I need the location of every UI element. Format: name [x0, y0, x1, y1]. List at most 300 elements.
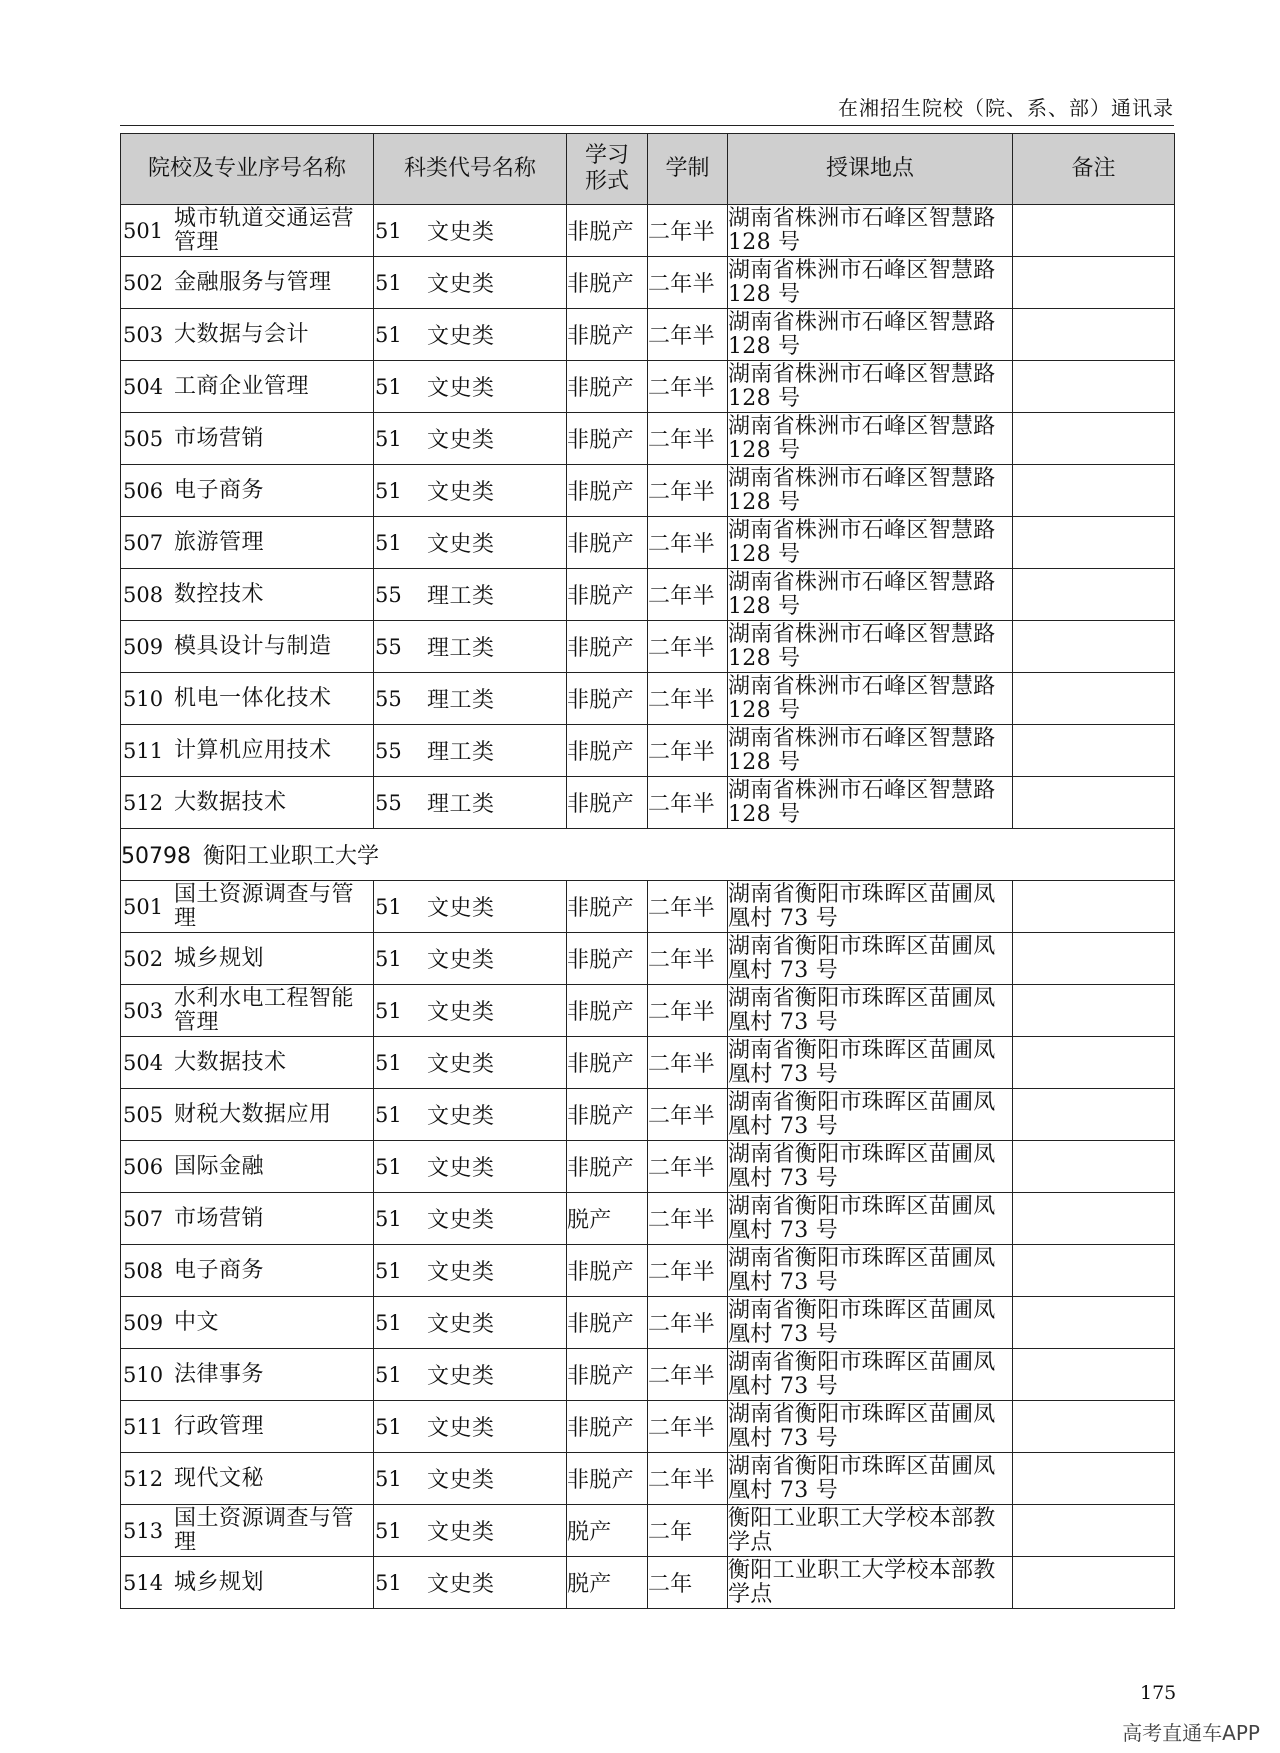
- major-seq: 507: [123, 530, 164, 555]
- duration: 二年半: [648, 673, 728, 725]
- major-cell: [121, 309, 374, 361]
- table-row: [121, 257, 1175, 309]
- major-name: 金融服务与管理: [174, 269, 332, 295]
- study-mode: 非脱产: [567, 517, 648, 569]
- remarks: [1013, 985, 1175, 1037]
- major-name: 大数据与会计: [174, 321, 310, 347]
- location: 湖南省株洲市石峰区智慧路128 号: [728, 465, 1013, 517]
- duration: 二年半: [648, 1037, 728, 1089]
- major-seq: 502: [123, 946, 164, 971]
- category-cell-content: [374, 1411, 566, 1442]
- duration: 二年半: [648, 621, 728, 673]
- duration: 二年半: [648, 205, 728, 257]
- category-cell: [374, 933, 567, 985]
- study-mode: 非脱产: [567, 621, 648, 673]
- duration: 二年半: [648, 569, 728, 621]
- major-name: 城乡规划: [174, 1569, 265, 1595]
- major-seq: 505: [123, 1102, 164, 1127]
- major-name: 现代文秘: [174, 1465, 265, 1491]
- duration: 二年半: [648, 881, 728, 933]
- location: 湖南省株洲市石峰区智慧路128 号: [728, 205, 1013, 257]
- major-cell-content: [121, 1505, 373, 1556]
- major-cell-content: [121, 1089, 373, 1140]
- major-seq: 511: [123, 1414, 164, 1439]
- major-cell: [121, 205, 374, 257]
- study-mode: 非脱产: [567, 413, 648, 465]
- category-cell: [374, 777, 567, 829]
- category-cell-content: [374, 267, 566, 298]
- category-code: 55: [375, 738, 402, 763]
- category-name: 文史类: [427, 1260, 495, 1285]
- page-number: 175: [1140, 1682, 1177, 1704]
- category-name: 文史类: [427, 532, 495, 557]
- duration: 二年半: [648, 1141, 728, 1193]
- table-header-row: [121, 134, 1175, 205]
- category-cell: [374, 1089, 567, 1141]
- study-mode: 非脱产: [567, 673, 648, 725]
- major-seq: 503: [123, 322, 164, 347]
- remarks: [1013, 1297, 1175, 1349]
- watermark: 高考直通车APP: [1122, 1721, 1260, 1745]
- table-row: [121, 1037, 1175, 1089]
- table-row: [121, 985, 1175, 1037]
- remarks: [1013, 257, 1175, 309]
- table-row: [121, 1089, 1175, 1141]
- major-cell: [121, 361, 374, 413]
- header-duration: 学制: [648, 134, 728, 205]
- table-row: [121, 1453, 1175, 1505]
- duration: 二年半: [648, 361, 728, 413]
- table-row: [121, 361, 1175, 413]
- major-seq: 506: [123, 1154, 164, 1179]
- major-seq: 501: [123, 218, 164, 243]
- category-name: 文史类: [427, 428, 495, 453]
- duration: 二年半: [648, 933, 728, 985]
- category-cell: [374, 1557, 567, 1609]
- category-cell-content: [374, 787, 566, 818]
- major-cell: [121, 673, 374, 725]
- remarks: [1013, 933, 1175, 985]
- category-name: 文史类: [427, 1520, 495, 1545]
- major-cell-content: [121, 777, 373, 828]
- major-name: 国土资源调查与管理: [174, 881, 355, 931]
- category-cell: [374, 413, 567, 465]
- study-mode: 非脱产: [567, 205, 648, 257]
- major-seq: 510: [123, 686, 164, 711]
- category-cell-content: [374, 683, 566, 714]
- category-cell: [374, 1193, 567, 1245]
- header-category: 科类代号名称: [374, 134, 567, 205]
- category-cell: [374, 1297, 567, 1349]
- remarks: [1013, 1037, 1175, 1089]
- major-cell-content: [121, 1349, 373, 1400]
- category-cell-content: [374, 1359, 566, 1390]
- category-name: 文史类: [427, 272, 495, 297]
- location: 湖南省株洲市石峰区智慧路128 号: [728, 361, 1013, 413]
- major-seq: 512: [123, 1466, 164, 1491]
- header-remarks: 备注: [1013, 134, 1175, 205]
- location: 湖南省株洲市石峰区智慧路128 号: [728, 673, 1013, 725]
- major-cell-content: [121, 1141, 373, 1192]
- major-cell: [121, 1245, 374, 1297]
- location: 湖南省株洲市石峰区智慧路128 号: [728, 517, 1013, 569]
- location: 湖南省衡阳市珠晖区苗圃凤凰村 73 号: [728, 1141, 1013, 1193]
- duration: 二年半: [648, 1401, 728, 1453]
- table-row: [121, 413, 1175, 465]
- category-cell-content: [374, 1515, 566, 1546]
- location: 湖南省衡阳市珠晖区苗圃凤凰村 73 号: [728, 1089, 1013, 1141]
- major-name: 大数据技术: [174, 1049, 287, 1075]
- category-cell-content: [374, 995, 566, 1026]
- major-cell: [121, 933, 374, 985]
- category-code: 51: [375, 998, 402, 1023]
- duration: 二年半: [648, 257, 728, 309]
- major-name: 法律事务: [174, 1361, 265, 1387]
- table-row: [121, 881, 1175, 933]
- major-cell-content: [121, 309, 373, 360]
- category-name: 文史类: [427, 1104, 495, 1129]
- major-name: 行政管理: [174, 1413, 265, 1439]
- major-cell: [121, 985, 374, 1037]
- remarks: [1013, 881, 1175, 933]
- remarks: [1013, 1349, 1175, 1401]
- major-cell: [121, 1297, 374, 1349]
- category-cell-content: [374, 423, 566, 454]
- remarks: [1013, 777, 1175, 829]
- category-code: 55: [375, 634, 402, 659]
- category-cell: [374, 621, 567, 673]
- major-cell-content: [121, 933, 373, 984]
- category-cell-content: [374, 943, 566, 974]
- study-mode: 非脱产: [567, 361, 648, 413]
- category-cell: [374, 517, 567, 569]
- major-cell-content: [121, 413, 373, 464]
- remarks: [1013, 1505, 1175, 1557]
- location: 湖南省株洲市石峰区智慧路128 号: [728, 777, 1013, 829]
- category-code: 51: [375, 894, 402, 919]
- major-cell: [121, 1141, 374, 1193]
- table-row: [121, 933, 1175, 985]
- major-seq: 508: [123, 1258, 164, 1283]
- major-name: 水利水电工程智能管理: [174, 985, 355, 1035]
- major-cell-content: [121, 1037, 373, 1088]
- study-mode: 非脱产: [567, 1089, 648, 1141]
- category-name: 文史类: [427, 1000, 495, 1025]
- duration: 二年半: [648, 1245, 728, 1297]
- major-cell-content: [121, 1557, 373, 1608]
- major-name: 城市轨道交通运营管理: [174, 205, 355, 255]
- major-name: 中文: [174, 1309, 220, 1335]
- category-cell: [374, 725, 567, 777]
- major-cell: [121, 1349, 374, 1401]
- major-cell-content: [121, 881, 373, 932]
- major-cell: [121, 1089, 374, 1141]
- major-seq: 509: [123, 1310, 164, 1335]
- major-seq: 506: [123, 478, 164, 503]
- study-mode: 脱产: [567, 1193, 648, 1245]
- study-mode: 非脱产: [567, 1401, 648, 1453]
- category-cell-content: [374, 475, 566, 506]
- location: 湖南省株洲市石峰区智慧路128 号: [728, 309, 1013, 361]
- category-cell: [374, 1349, 567, 1401]
- category-cell-content: [374, 371, 566, 402]
- study-mode: 非脱产: [567, 1453, 648, 1505]
- major-cell-content: [121, 985, 373, 1036]
- table-row: [121, 777, 1175, 829]
- category-cell: [374, 465, 567, 517]
- category-cell-content: [374, 1047, 566, 1078]
- major-cell: [121, 1505, 374, 1557]
- remarks: [1013, 1245, 1175, 1297]
- category-cell-content: [374, 579, 566, 610]
- table-row: [121, 1141, 1175, 1193]
- table-row: [121, 569, 1175, 621]
- category-code: 51: [375, 1206, 402, 1231]
- remarks: [1013, 1193, 1175, 1245]
- category-name: 理工类: [427, 792, 495, 817]
- category-cell-content: [374, 215, 566, 246]
- category-code: 51: [375, 270, 402, 295]
- category-cell: [374, 881, 567, 933]
- duration: 二年半: [648, 465, 728, 517]
- table-row: [121, 1349, 1175, 1401]
- major-seq: 505: [123, 426, 164, 451]
- duration: 二年半: [648, 413, 728, 465]
- major-seq: 501: [123, 894, 164, 919]
- running-header: 在湘招生院校（院、系、部）通讯录: [838, 96, 1174, 120]
- major-cell: [121, 621, 374, 673]
- study-mode: 脱产: [567, 1557, 648, 1609]
- major-cell: [121, 569, 374, 621]
- category-cell: [374, 205, 567, 257]
- table-row: [121, 1245, 1175, 1297]
- category-code: 55: [375, 582, 402, 607]
- category-cell: [374, 985, 567, 1037]
- major-cell: [121, 881, 374, 933]
- major-cell: [121, 1037, 374, 1089]
- category-name: 文史类: [427, 1468, 495, 1493]
- study-mode: 脱产: [567, 1505, 648, 1557]
- major-seq: 510: [123, 1362, 164, 1387]
- table-row: [121, 1401, 1175, 1453]
- major-cell: [121, 725, 374, 777]
- location: 湖南省衡阳市珠晖区苗圃凤凰村 73 号: [728, 933, 1013, 985]
- category-code: 51: [375, 1466, 402, 1491]
- major-seq: 502: [123, 270, 164, 295]
- table-row: [121, 309, 1175, 361]
- program-directory-table: [120, 133, 1175, 1609]
- study-mode: 非脱产: [567, 1245, 648, 1297]
- category-code: 55: [375, 686, 402, 711]
- major-seq: 511: [123, 738, 164, 763]
- category-name: 文史类: [427, 480, 495, 505]
- location: 衡阳工业职工大学校本部教学点: [728, 1557, 1013, 1609]
- institution-cell: [121, 829, 1175, 881]
- category-name: 文史类: [427, 1156, 495, 1181]
- location: 湖南省衡阳市珠晖区苗圃凤凰村 73 号: [728, 1401, 1013, 1453]
- category-code: 51: [375, 1570, 402, 1595]
- category-code: 51: [375, 322, 402, 347]
- category-name: 文史类: [427, 896, 495, 921]
- institution-row: [121, 829, 1175, 881]
- location: 湖南省衡阳市珠晖区苗圃凤凰村 73 号: [728, 1349, 1013, 1401]
- study-mode: 非脱产: [567, 985, 648, 1037]
- table-row: [121, 205, 1175, 257]
- location: 湖南省衡阳市珠晖区苗圃凤凰村 73 号: [728, 1297, 1013, 1349]
- major-name: 计算机应用技术: [174, 737, 332, 763]
- category-cell: [374, 1245, 567, 1297]
- major-cell-content: [121, 361, 373, 412]
- location: 湖南省衡阳市珠晖区苗圃凤凰村 73 号: [728, 1193, 1013, 1245]
- remarks: [1013, 673, 1175, 725]
- study-mode: 非脱产: [567, 777, 648, 829]
- major-cell-content: [121, 621, 373, 672]
- remarks: [1013, 309, 1175, 361]
- institution-name: 衡阳工业职工大学: [203, 844, 380, 869]
- major-cell-content: [121, 517, 373, 568]
- duration: 二年半: [648, 309, 728, 361]
- major-name: 模具设计与制造: [174, 633, 332, 659]
- category-code: 51: [375, 1362, 402, 1387]
- location: 湖南省株洲市石峰区智慧路128 号: [728, 413, 1013, 465]
- study-mode: 非脱产: [567, 465, 648, 517]
- category-code: 51: [375, 946, 402, 971]
- category-name: 理工类: [427, 740, 495, 765]
- remarks: [1013, 205, 1175, 257]
- category-cell-content: [374, 1255, 566, 1286]
- major-name: 大数据技术: [174, 789, 287, 815]
- duration: 二年: [648, 1557, 728, 1609]
- major-seq: 503: [123, 998, 164, 1023]
- major-name: 数控技术: [174, 581, 265, 607]
- category-name: 文史类: [427, 376, 495, 401]
- category-cell: [374, 569, 567, 621]
- location: 湖南省株洲市石峰区智慧路128 号: [728, 569, 1013, 621]
- major-cell: [121, 517, 374, 569]
- duration: 二年半: [648, 777, 728, 829]
- category-cell-content: [374, 891, 566, 922]
- institution-code: 50798: [121, 844, 191, 869]
- category-name: 文史类: [427, 948, 495, 973]
- major-cell-content: [121, 1193, 373, 1244]
- major-cell: [121, 1401, 374, 1453]
- category-code: 51: [375, 426, 402, 451]
- major-name: 国土资源调查与管理: [174, 1505, 355, 1555]
- category-cell-content: [374, 527, 566, 558]
- category-cell: [374, 673, 567, 725]
- major-cell-content: [121, 1245, 373, 1296]
- duration: 二年半: [648, 985, 728, 1037]
- header-rule: [120, 125, 1174, 126]
- category-code: 51: [375, 1154, 402, 1179]
- remarks: [1013, 621, 1175, 673]
- major-cell-content: [121, 569, 373, 620]
- category-name: 文史类: [427, 1208, 495, 1233]
- location: 湖南省株洲市石峰区智慧路128 号: [728, 725, 1013, 777]
- remarks: [1013, 1401, 1175, 1453]
- major-name: 电子商务: [174, 1257, 265, 1283]
- major-cell-content: [121, 465, 373, 516]
- category-cell-content: [374, 1567, 566, 1598]
- major-cell: [121, 465, 374, 517]
- category-name: 文史类: [427, 1572, 495, 1597]
- major-cell: [121, 1193, 374, 1245]
- category-name: 文史类: [427, 1312, 495, 1337]
- study-mode: 非脱产: [567, 1297, 648, 1349]
- major-name: 国际金融: [174, 1153, 265, 1179]
- category-cell-content: [374, 1463, 566, 1494]
- major-name: 工商企业管理: [174, 373, 310, 399]
- duration: 二年半: [648, 1453, 728, 1505]
- major-seq: 504: [123, 374, 164, 399]
- remarks: [1013, 569, 1175, 621]
- header-location: 授课地点: [728, 134, 1013, 205]
- table-row: [121, 1193, 1175, 1245]
- study-mode: 非脱产: [567, 257, 648, 309]
- major-cell-content: [121, 673, 373, 724]
- duration: 二年半: [648, 517, 728, 569]
- category-name: 文史类: [427, 1364, 495, 1389]
- major-cell-content: [121, 1453, 373, 1504]
- duration: 二年半: [648, 1089, 728, 1141]
- table-row: [121, 517, 1175, 569]
- category-cell: [374, 361, 567, 413]
- study-mode: 非脱产: [567, 1141, 648, 1193]
- header-study-mode: [567, 134, 648, 205]
- category-cell: [374, 309, 567, 361]
- study-mode: 非脱产: [567, 725, 648, 777]
- remarks: [1013, 1141, 1175, 1193]
- remarks: [1013, 361, 1175, 413]
- category-cell-content: [374, 1203, 566, 1234]
- category-cell-content: [374, 735, 566, 766]
- category-code: 51: [375, 374, 402, 399]
- header-study-mode-line1: 学习: [584, 143, 629, 168]
- major-name: 市场营销: [174, 1205, 265, 1231]
- duration: 二年半: [648, 1193, 728, 1245]
- category-code: 51: [375, 478, 402, 503]
- category-name: 文史类: [427, 1052, 495, 1077]
- category-cell: [374, 1453, 567, 1505]
- location: 湖南省株洲市石峰区智慧路128 号: [728, 257, 1013, 309]
- table-row: [121, 1557, 1175, 1609]
- category-cell-content: [374, 1307, 566, 1338]
- duration: 二年半: [648, 1297, 728, 1349]
- study-mode: 非脱产: [567, 1349, 648, 1401]
- category-code: 55: [375, 790, 402, 815]
- header-study-mode-line2: 形式: [584, 169, 629, 194]
- location: 湖南省衡阳市珠晖区苗圃凤凰村 73 号: [728, 1245, 1013, 1297]
- table-row: [121, 673, 1175, 725]
- table-row: [121, 1505, 1175, 1557]
- study-mode: 非脱产: [567, 933, 648, 985]
- major-cell: [121, 1557, 374, 1609]
- remarks: [1013, 1089, 1175, 1141]
- header-major: 院校及专业序号名称: [121, 134, 374, 205]
- category-code: 51: [375, 1050, 402, 1075]
- remarks: [1013, 1453, 1175, 1505]
- category-code: 51: [375, 1414, 402, 1439]
- major-seq: 509: [123, 634, 164, 659]
- remarks: [1013, 413, 1175, 465]
- category-code: 51: [375, 1310, 402, 1335]
- category-cell: [374, 1401, 567, 1453]
- duration: 二年半: [648, 1349, 728, 1401]
- table-row: [121, 465, 1175, 517]
- remarks: [1013, 725, 1175, 777]
- category-name: 文史类: [427, 220, 495, 245]
- major-seq: 508: [123, 582, 164, 607]
